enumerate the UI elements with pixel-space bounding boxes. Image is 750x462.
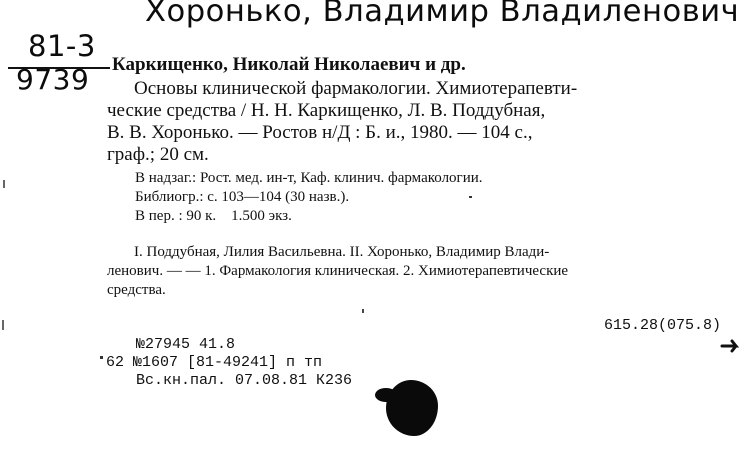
title-line: ческие средства / Н. Н. Каркищенко, Л. В. Поддубная, (107, 100, 546, 121)
title-line: В. В. Хоронько. — Ростов н/Д : Б. и., 1980. — 104 с., (107, 122, 533, 143)
ink-mark-icon (720, 338, 742, 354)
ink-blot-edge (375, 388, 397, 402)
book-chamber-stamp: Вс.кн.пал. 07.08.81 К236 (136, 372, 353, 389)
order-number: 62 №1607 [81-49241] п тп (106, 354, 323, 371)
udc-code: 615.28(075.8) (604, 317, 722, 334)
paper-speck (3, 180, 5, 188)
author-heading: Каркищенко, Николай Николаевич и др. (112, 54, 466, 75)
call-number-top: 81-3 (28, 29, 96, 63)
handwritten-header: Хоронько, Владимир Владиленович (145, 0, 740, 29)
title-line: граф.; 20 см. (107, 144, 209, 165)
call-number-bottom: 9739 (16, 63, 90, 96)
tracing-line: ленович. — — 1. Фармакология клиническая. 2. Химиотерапевтические (107, 263, 569, 279)
paper-speck (469, 196, 472, 198)
paper-speck (362, 309, 364, 313)
note-line: В надзаг.: Рост. мед. ин-т, Каф. клинич. фармакологии. (135, 170, 483, 186)
paper-speck (2, 320, 4, 330)
tracing-line: средства. (107, 282, 166, 298)
paper-speck (100, 356, 103, 359)
registration-number: №27945 41.8 (136, 336, 236, 353)
title-line: Основы клинической фармакологии. Химиотерапевти- (134, 78, 578, 99)
tracing-line: I. Поддубная, Лилия Васильевна. II. Хоронько, Владимир Влади- (134, 244, 550, 260)
note-line: Библиогр.: с. 103—104 (30 назв.). (135, 189, 350, 205)
note-line: В пер. : 90 к. 1.500 экз. (135, 208, 292, 224)
ink-blot (386, 380, 438, 436)
